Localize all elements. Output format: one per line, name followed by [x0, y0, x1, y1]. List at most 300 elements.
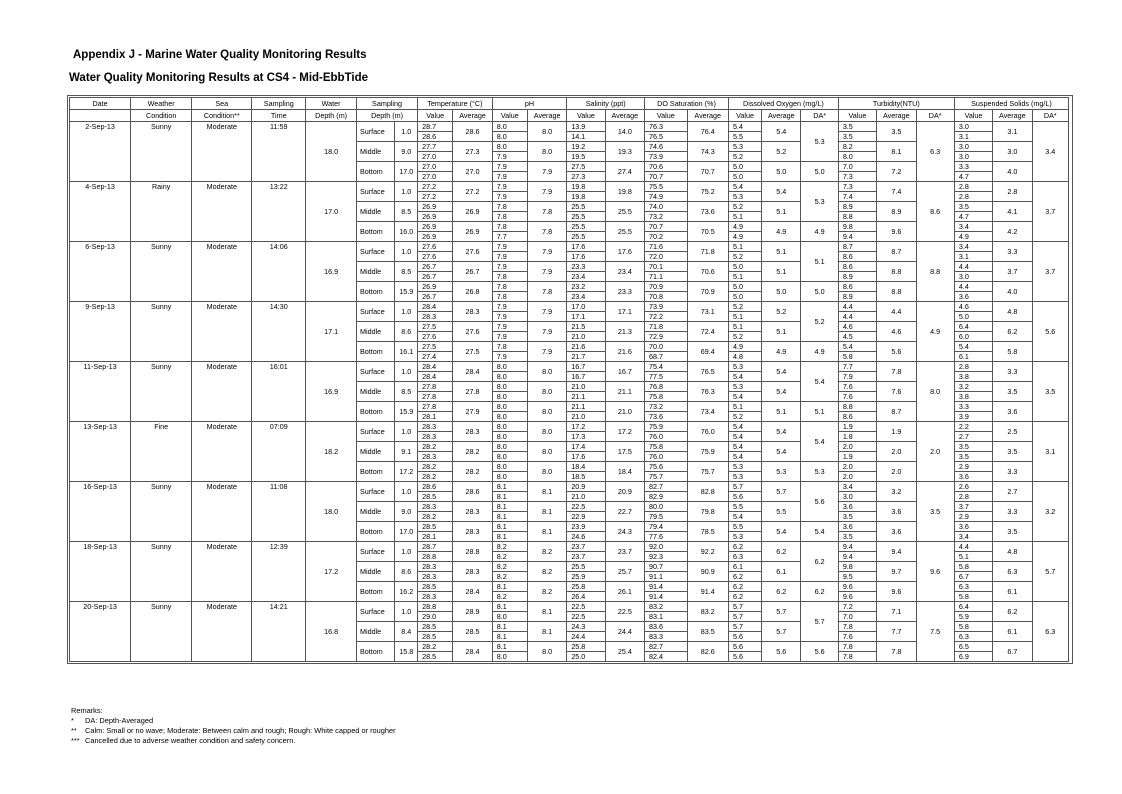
salinity-value: 23.3 [567, 262, 605, 272]
date-cell: 11-Sep-13 [70, 362, 131, 422]
dissolved-oxygen-bottom-da: 6.2 [801, 582, 838, 602]
salinity-value: 17.2 [567, 422, 605, 432]
header-da: DA* [916, 110, 954, 122]
do-saturation-average: 74.3 [687, 142, 728, 162]
do-saturation-average: 91.4 [687, 582, 728, 602]
salinity-value: 24.4 [567, 632, 605, 642]
salinity-value: 18.5 [567, 472, 605, 482]
sampling-depth-cell: 16.2 [395, 582, 418, 602]
salinity-average: 18.4 [605, 462, 644, 482]
sea-condition-cell: Moderate [192, 542, 252, 602]
salinity-value: 21.1 [567, 402, 605, 412]
temperature-average: 28.3 [453, 562, 492, 582]
remarks-title: Remarks: [71, 706, 103, 715]
dissolved-oxygen-bottom-da: 5.4 [801, 522, 838, 542]
salinity-average: 22.7 [605, 502, 644, 522]
dissolved-oxygen-value: 5.6 [728, 642, 761, 652]
dissolved-oxygen-value: 5.1 [728, 242, 761, 252]
suspended-solids-value: 2.9 [954, 512, 992, 522]
dissolved-oxygen-value: 5.3 [728, 532, 761, 542]
do-saturation-value: 70.7 [645, 222, 687, 232]
suspended-solids-value: 3.5 [954, 442, 992, 452]
turbidity-value: 3.0 [838, 492, 876, 502]
temperature-value: 27.8 [418, 402, 453, 412]
suspended-solids-average: 5.8 [993, 342, 1032, 362]
turbidity-average: 7.6 [877, 382, 916, 402]
dissolved-oxygen-value: 5.2 [728, 202, 761, 212]
header-value: Value [492, 110, 527, 122]
dissolved-oxygen-average: 5.4 [762, 382, 801, 402]
do-saturation-average: 73.4 [687, 402, 728, 422]
sea-condition-cell: Moderate [192, 242, 252, 302]
ph-value: 7.9 [492, 152, 527, 162]
temperature-value: 27.0 [418, 172, 453, 182]
suspended-solids-value: 4.4 [954, 282, 992, 292]
suspended-solids-average: 3.6 [993, 402, 1032, 422]
ph-value: 7.9 [492, 312, 527, 322]
temperature-value: 28.4 [418, 302, 453, 312]
dissolved-oxygen-value: 5.1 [728, 312, 761, 322]
temperature-value: 27.7 [418, 142, 453, 152]
salinity-value: 17.6 [567, 252, 605, 262]
do-saturation-value: 75.8 [645, 442, 687, 452]
turbidity-average: 9.7 [877, 562, 916, 582]
dissolved-oxygen-value: 5.4 [728, 512, 761, 522]
header-sampling-depth: Sampling [356, 98, 417, 110]
do-saturation-value: 76.3 [645, 122, 687, 132]
salinity-value: 17.6 [567, 242, 605, 252]
ph-value: 8.1 [492, 492, 527, 502]
dissolved-oxygen-value: 5.5 [728, 502, 761, 512]
dissolved-oxygen-average: 5.0 [762, 162, 801, 182]
ph-value: 7.9 [492, 192, 527, 202]
sampling-level-cell: Surface [356, 542, 394, 562]
sampling-depth-cell: 8.4 [395, 622, 418, 642]
do-saturation-value: 77.5 [645, 372, 687, 382]
table-row [70, 482, 1069, 492]
dissolved-oxygen-value: 4.9 [728, 342, 761, 352]
salinity-value: 25.8 [567, 642, 605, 652]
suspended-solids-da: 6.3 [1032, 602, 1068, 662]
do-saturation-value: 82.7 [645, 642, 687, 652]
temperature-value: 27.8 [418, 392, 453, 402]
header-do-saturation: DO Saturation (%) [645, 98, 729, 110]
do-saturation-value: 74.9 [645, 192, 687, 202]
suspended-solids-da: 5.6 [1032, 302, 1068, 362]
salinity-value: 24.6 [567, 532, 605, 542]
do-saturation-average: 73.1 [687, 302, 728, 322]
turbidity-value: 3.5 [838, 532, 876, 542]
weather-cell: Sunny [131, 602, 192, 662]
do-saturation-value: 73.2 [645, 402, 687, 412]
suspended-solids-average: 4.1 [993, 202, 1032, 222]
ph-average: 8.1 [527, 622, 566, 642]
suspended-solids-value: 2.8 [954, 182, 992, 192]
ph-value: 7.8 [492, 222, 527, 232]
table-row [70, 122, 1069, 132]
turbidity-value: 9.8 [838, 562, 876, 572]
temperature-average: 27.6 [453, 242, 492, 262]
dissolved-oxygen-value: 5.2 [728, 252, 761, 262]
suspended-solids-value: 2.8 [954, 362, 992, 372]
turbidity-value: 8.8 [838, 402, 876, 412]
do-saturation-value: 75.9 [645, 422, 687, 432]
temperature-value: 28.3 [418, 562, 453, 572]
temperature-average: 28.6 [453, 122, 492, 142]
turbidity-value: 3.4 [838, 482, 876, 492]
sampling-level-cell: Middle [356, 262, 394, 282]
dissolved-oxygen-value: 5.7 [728, 482, 761, 492]
salinity-average: 25.7 [605, 562, 644, 582]
table-row [70, 242, 1069, 252]
dissolved-oxygen-value: 5.6 [728, 632, 761, 642]
dissolved-oxygen-value: 5.4 [728, 442, 761, 452]
do-saturation-value: 82.7 [645, 482, 687, 492]
suspended-solids-value: 3.1 [954, 252, 992, 262]
table-row [70, 422, 1069, 432]
do-saturation-average: 79.8 [687, 502, 728, 522]
ph-average: 8.0 [527, 402, 566, 422]
weather-cell: Sunny [131, 302, 192, 362]
dissolved-oxygen-value: 5.0 [728, 162, 761, 172]
temperature-value: 27.4 [418, 352, 453, 362]
header-water-depth-sub: Depth (m) [306, 110, 357, 122]
salinity-value: 17.4 [567, 442, 605, 452]
dissolved-oxygen-average: 5.4 [762, 442, 801, 462]
dissolved-oxygen-value: 5.7 [728, 602, 761, 612]
do-saturation-value: 70.6 [645, 162, 687, 172]
dissolved-oxygen-average: 5.4 [762, 182, 801, 202]
ph-value: 8.1 [492, 512, 527, 522]
turbidity-value: 7.6 [838, 382, 876, 392]
suspended-solids-value: 3.5 [954, 452, 992, 462]
table-row [70, 362, 1069, 372]
dissolved-oxygen-value: 6.1 [728, 562, 761, 572]
do-saturation-average: 75.9 [687, 442, 728, 462]
dissolved-oxygen-average: 5.5 [762, 502, 801, 522]
temperature-value: 26.9 [418, 212, 453, 222]
sampling-depth-cell: 16.0 [395, 222, 418, 242]
date-cell: 18-Sep-13 [70, 542, 131, 602]
weather-cell: Sunny [131, 482, 192, 542]
temperature-value: 28.4 [418, 362, 453, 372]
turbidity-da: 2.0 [916, 422, 954, 482]
date-cell: 20-Sep-13 [70, 602, 131, 662]
salinity-average: 17.6 [605, 242, 644, 262]
do-saturation-value: 70.8 [645, 292, 687, 302]
salinity-value: 26.4 [567, 592, 605, 602]
dissolved-oxygen-bottom-da: 5.3 [801, 462, 838, 482]
temperature-average: 28.5 [453, 622, 492, 642]
sampling-depth-cell: 1.0 [395, 122, 418, 142]
suspended-solids-value: 5.9 [954, 612, 992, 622]
ph-value: 8.1 [492, 622, 527, 632]
do-saturation-value: 83.3 [645, 632, 687, 642]
dissolved-oxygen-value: 4.8 [728, 352, 761, 362]
table-row [70, 602, 1069, 612]
do-saturation-value: 79.4 [645, 522, 687, 532]
dissolved-oxygen-value: 6.2 [728, 592, 761, 602]
ph-average: 8.1 [527, 522, 566, 542]
turbidity-value: 9.5 [838, 572, 876, 582]
temperature-value: 26.9 [418, 232, 453, 242]
dissolved-oxygen-average: 5.0 [762, 282, 801, 302]
dissolved-oxygen-da: 6.2 [801, 542, 838, 582]
turbidity-average: 8.7 [877, 242, 916, 262]
turbidity-value: 2.0 [838, 442, 876, 452]
ph-value: 7.9 [492, 172, 527, 182]
remark-text: Cancelled due to adverse weather condition and safety concern. [85, 736, 296, 745]
temperature-value: 28.5 [418, 652, 453, 662]
suspended-solids-average: 6.2 [993, 322, 1032, 342]
sampling-time-cell: 14:06 [252, 242, 306, 302]
table-body [70, 122, 1069, 662]
header-average: Average [605, 110, 644, 122]
header-sea: Sea [192, 98, 252, 110]
dissolved-oxygen-value: 6.3 [728, 552, 761, 562]
dissolved-oxygen-average: 5.7 [762, 622, 801, 642]
do-saturation-value: 72.9 [645, 332, 687, 342]
water-depth-cell: 18.2 [306, 422, 357, 482]
header-da: DA* [1032, 110, 1068, 122]
dissolved-oxygen-value: 5.4 [728, 452, 761, 462]
ph-average: 8.0 [527, 362, 566, 382]
sampling-depth-cell: 1.0 [395, 542, 418, 562]
water-depth-cell: 18.0 [306, 482, 357, 542]
water-depth-cell: 18.0 [306, 122, 357, 182]
temperature-value: 27.6 [418, 242, 453, 252]
dissolved-oxygen-average: 5.1 [762, 322, 801, 342]
turbidity-value: 8.7 [838, 242, 876, 252]
temperature-value: 28.3 [418, 312, 453, 322]
weather-cell: Fine [131, 422, 192, 482]
sampling-depth-cell: 1.0 [395, 302, 418, 322]
do-saturation-value: 91.4 [645, 582, 687, 592]
do-saturation-value: 70.1 [645, 262, 687, 272]
turbidity-value: 8.9 [838, 272, 876, 282]
do-saturation-value: 70.7 [645, 172, 687, 182]
header-average: Average [527, 110, 566, 122]
ph-value: 8.1 [492, 582, 527, 592]
suspended-solids-value: 3.3 [954, 402, 992, 412]
ph-value: 8.0 [492, 442, 527, 452]
turbidity-value: 7.9 [838, 372, 876, 382]
salinity-value: 14.1 [567, 132, 605, 142]
dissolved-oxygen-value: 5.5 [728, 522, 761, 532]
salinity-value: 21.7 [567, 352, 605, 362]
ph-average: 8.0 [527, 442, 566, 462]
suspended-solids-da: 3.2 [1032, 482, 1068, 542]
remark-mark: * [71, 716, 74, 725]
salinity-average: 17.1 [605, 302, 644, 322]
turbidity-value: 8.0 [838, 152, 876, 162]
ph-average: 8.0 [527, 422, 566, 442]
turbidity-average: 7.8 [877, 362, 916, 382]
sampling-depth-cell: 17.2 [395, 462, 418, 482]
salinity-value: 21.0 [567, 382, 605, 392]
ph-value: 7.8 [492, 342, 527, 352]
sampling-depth-cell: 15.8 [395, 642, 418, 662]
suspended-solids-average: 3.0 [993, 142, 1032, 162]
turbidity-value: 7.6 [838, 392, 876, 402]
ph-value: 8.0 [492, 432, 527, 442]
do-saturation-value: 83.6 [645, 622, 687, 632]
suspended-solids-value: 4.6 [954, 302, 992, 312]
ph-value: 7.9 [492, 242, 527, 252]
dissolved-oxygen-value: 5.2 [728, 152, 761, 162]
turbidity-value: 7.6 [838, 632, 876, 642]
turbidity-value: 1.9 [838, 422, 876, 432]
suspended-solids-value: 3.6 [954, 472, 992, 482]
dissolved-oxygen-average: 5.1 [762, 242, 801, 262]
ph-average: 7.8 [527, 202, 566, 222]
temperature-value: 27.6 [418, 332, 453, 342]
turbidity-value: 4.5 [838, 332, 876, 342]
header-value: Value [838, 110, 876, 122]
turbidity-value: 7.3 [838, 182, 876, 192]
weather-cell: Sunny [131, 242, 192, 302]
ph-value: 8.0 [492, 122, 527, 132]
dissolved-oxygen-value: 5.1 [728, 322, 761, 332]
turbidity-value: 8.9 [838, 202, 876, 212]
ph-value: 8.0 [492, 472, 527, 482]
header-average: Average [762, 110, 801, 122]
salinity-value: 25.5 [567, 202, 605, 212]
dissolved-oxygen-value: 5.4 [728, 372, 761, 382]
suspended-solids-value: 3.6 [954, 522, 992, 532]
temperature-value: 28.6 [418, 132, 453, 142]
temperature-value: 28.3 [418, 452, 453, 462]
do-saturation-average: 76.3 [687, 382, 728, 402]
suspended-solids-value: 5.8 [954, 562, 992, 572]
date-cell: 9-Sep-13 [70, 302, 131, 362]
suspended-solids-value: 6.4 [954, 602, 992, 612]
turbidity-average: 2.0 [877, 462, 916, 482]
dissolved-oxygen-da: 5.4 [801, 362, 838, 402]
salinity-value: 16.7 [567, 362, 605, 372]
do-saturation-value: 80.0 [645, 502, 687, 512]
do-saturation-average: 70.6 [687, 262, 728, 282]
suspended-solids-value: 6.0 [954, 332, 992, 342]
do-saturation-value: 76.0 [645, 452, 687, 462]
ph-value: 8.2 [492, 542, 527, 552]
dissolved-oxygen-value: 5.1 [728, 272, 761, 282]
temperature-value: 28.4 [418, 372, 453, 382]
water-quality-results-table [69, 97, 1069, 662]
suspended-solids-da: 3.1 [1032, 422, 1068, 482]
salinity-value: 21.5 [567, 322, 605, 332]
sampling-level-cell: Middle [356, 382, 394, 402]
suspended-solids-average: 3.3 [993, 502, 1032, 522]
suspended-solids-value: 6.3 [954, 582, 992, 592]
do-saturation-value: 75.5 [645, 182, 687, 192]
dissolved-oxygen-value: 5.7 [728, 612, 761, 622]
temperature-value: 29.0 [418, 612, 453, 622]
water-depth-cell: 16.9 [306, 362, 357, 422]
dissolved-oxygen-da: 5.2 [801, 302, 838, 342]
ph-average: 8.0 [527, 642, 566, 662]
temperature-value: 28.3 [418, 422, 453, 432]
ph-value: 8.0 [492, 372, 527, 382]
ph-value: 8.0 [492, 612, 527, 622]
temperature-value: 28.5 [418, 582, 453, 592]
do-saturation-value: 76.0 [645, 432, 687, 442]
suspended-solids-value: 2.8 [954, 192, 992, 202]
ph-value: 8.0 [492, 392, 527, 402]
do-saturation-average: 82.8 [687, 482, 728, 502]
remark-item [71, 716, 396, 726]
salinity-value: 21.0 [567, 412, 605, 422]
header-average: Average [453, 110, 492, 122]
turbidity-average: 8.1 [877, 142, 916, 162]
dissolved-oxygen-average: 6.1 [762, 562, 801, 582]
ph-value: 8.1 [492, 502, 527, 512]
temperature-value: 27.0 [418, 152, 453, 162]
sampling-depth-cell: 9.0 [395, 142, 418, 162]
temperature-average: 26.9 [453, 222, 492, 242]
temperature-average: 28.9 [453, 602, 492, 622]
temperature-value: 28.5 [418, 522, 453, 532]
dissolved-oxygen-value: 5.3 [728, 362, 761, 372]
turbidity-value: 3.6 [838, 522, 876, 532]
dissolved-oxygen-value: 5.4 [728, 422, 761, 432]
dissolved-oxygen-average: 5.4 [762, 362, 801, 382]
temperature-value: 28.6 [418, 482, 453, 492]
temperature-average: 27.8 [453, 382, 492, 402]
do-saturation-value: 76.5 [645, 132, 687, 142]
ph-value: 7.9 [492, 322, 527, 332]
turbidity-value: 7.8 [838, 652, 876, 662]
do-saturation-value: 91.4 [645, 592, 687, 602]
temperature-value: 28.5 [418, 632, 453, 642]
header-value: Value [418, 110, 453, 122]
ph-value: 8.0 [492, 402, 527, 412]
turbidity-value: 9.6 [838, 582, 876, 592]
dissolved-oxygen-value: 5.0 [728, 282, 761, 292]
dissolved-oxygen-average: 5.2 [762, 302, 801, 322]
do-saturation-value: 70.2 [645, 232, 687, 242]
salinity-value: 21.0 [567, 332, 605, 342]
ph-value: 8.1 [492, 642, 527, 652]
sampling-level-cell: Bottom [356, 642, 394, 662]
ph-average: 7.9 [527, 302, 566, 322]
ph-average: 8.0 [527, 142, 566, 162]
header-water-depth: Water [306, 98, 357, 110]
sampling-level-cell: Surface [356, 182, 394, 202]
ph-value: 8.0 [492, 382, 527, 392]
date-cell: 16-Sep-13 [70, 482, 131, 542]
dissolved-oxygen-value: 5.2 [728, 332, 761, 342]
suspended-solids-average: 4.0 [993, 282, 1032, 302]
dissolved-oxygen-average: 4.9 [762, 222, 801, 242]
ph-value: 7.9 [492, 332, 527, 342]
dissolved-oxygen-da: 5.3 [801, 182, 838, 222]
suspended-solids-value: 3.4 [954, 222, 992, 232]
turbidity-value: 7.8 [838, 622, 876, 632]
suspended-solids-average: 6.2 [993, 602, 1032, 622]
ph-value: 8.0 [492, 462, 527, 472]
header-value: Value [645, 110, 687, 122]
sampling-depth-cell: 8.6 [395, 322, 418, 342]
salinity-value: 25.5 [567, 232, 605, 242]
temperature-average: 27.0 [453, 162, 492, 182]
salinity-average: 21.1 [605, 382, 644, 402]
temperature-value: 27.5 [418, 342, 453, 352]
ph-value: 8.0 [492, 422, 527, 432]
do-saturation-value: 73.2 [645, 212, 687, 222]
salinity-average: 25.5 [605, 202, 644, 222]
ph-average: 8.1 [527, 482, 566, 502]
